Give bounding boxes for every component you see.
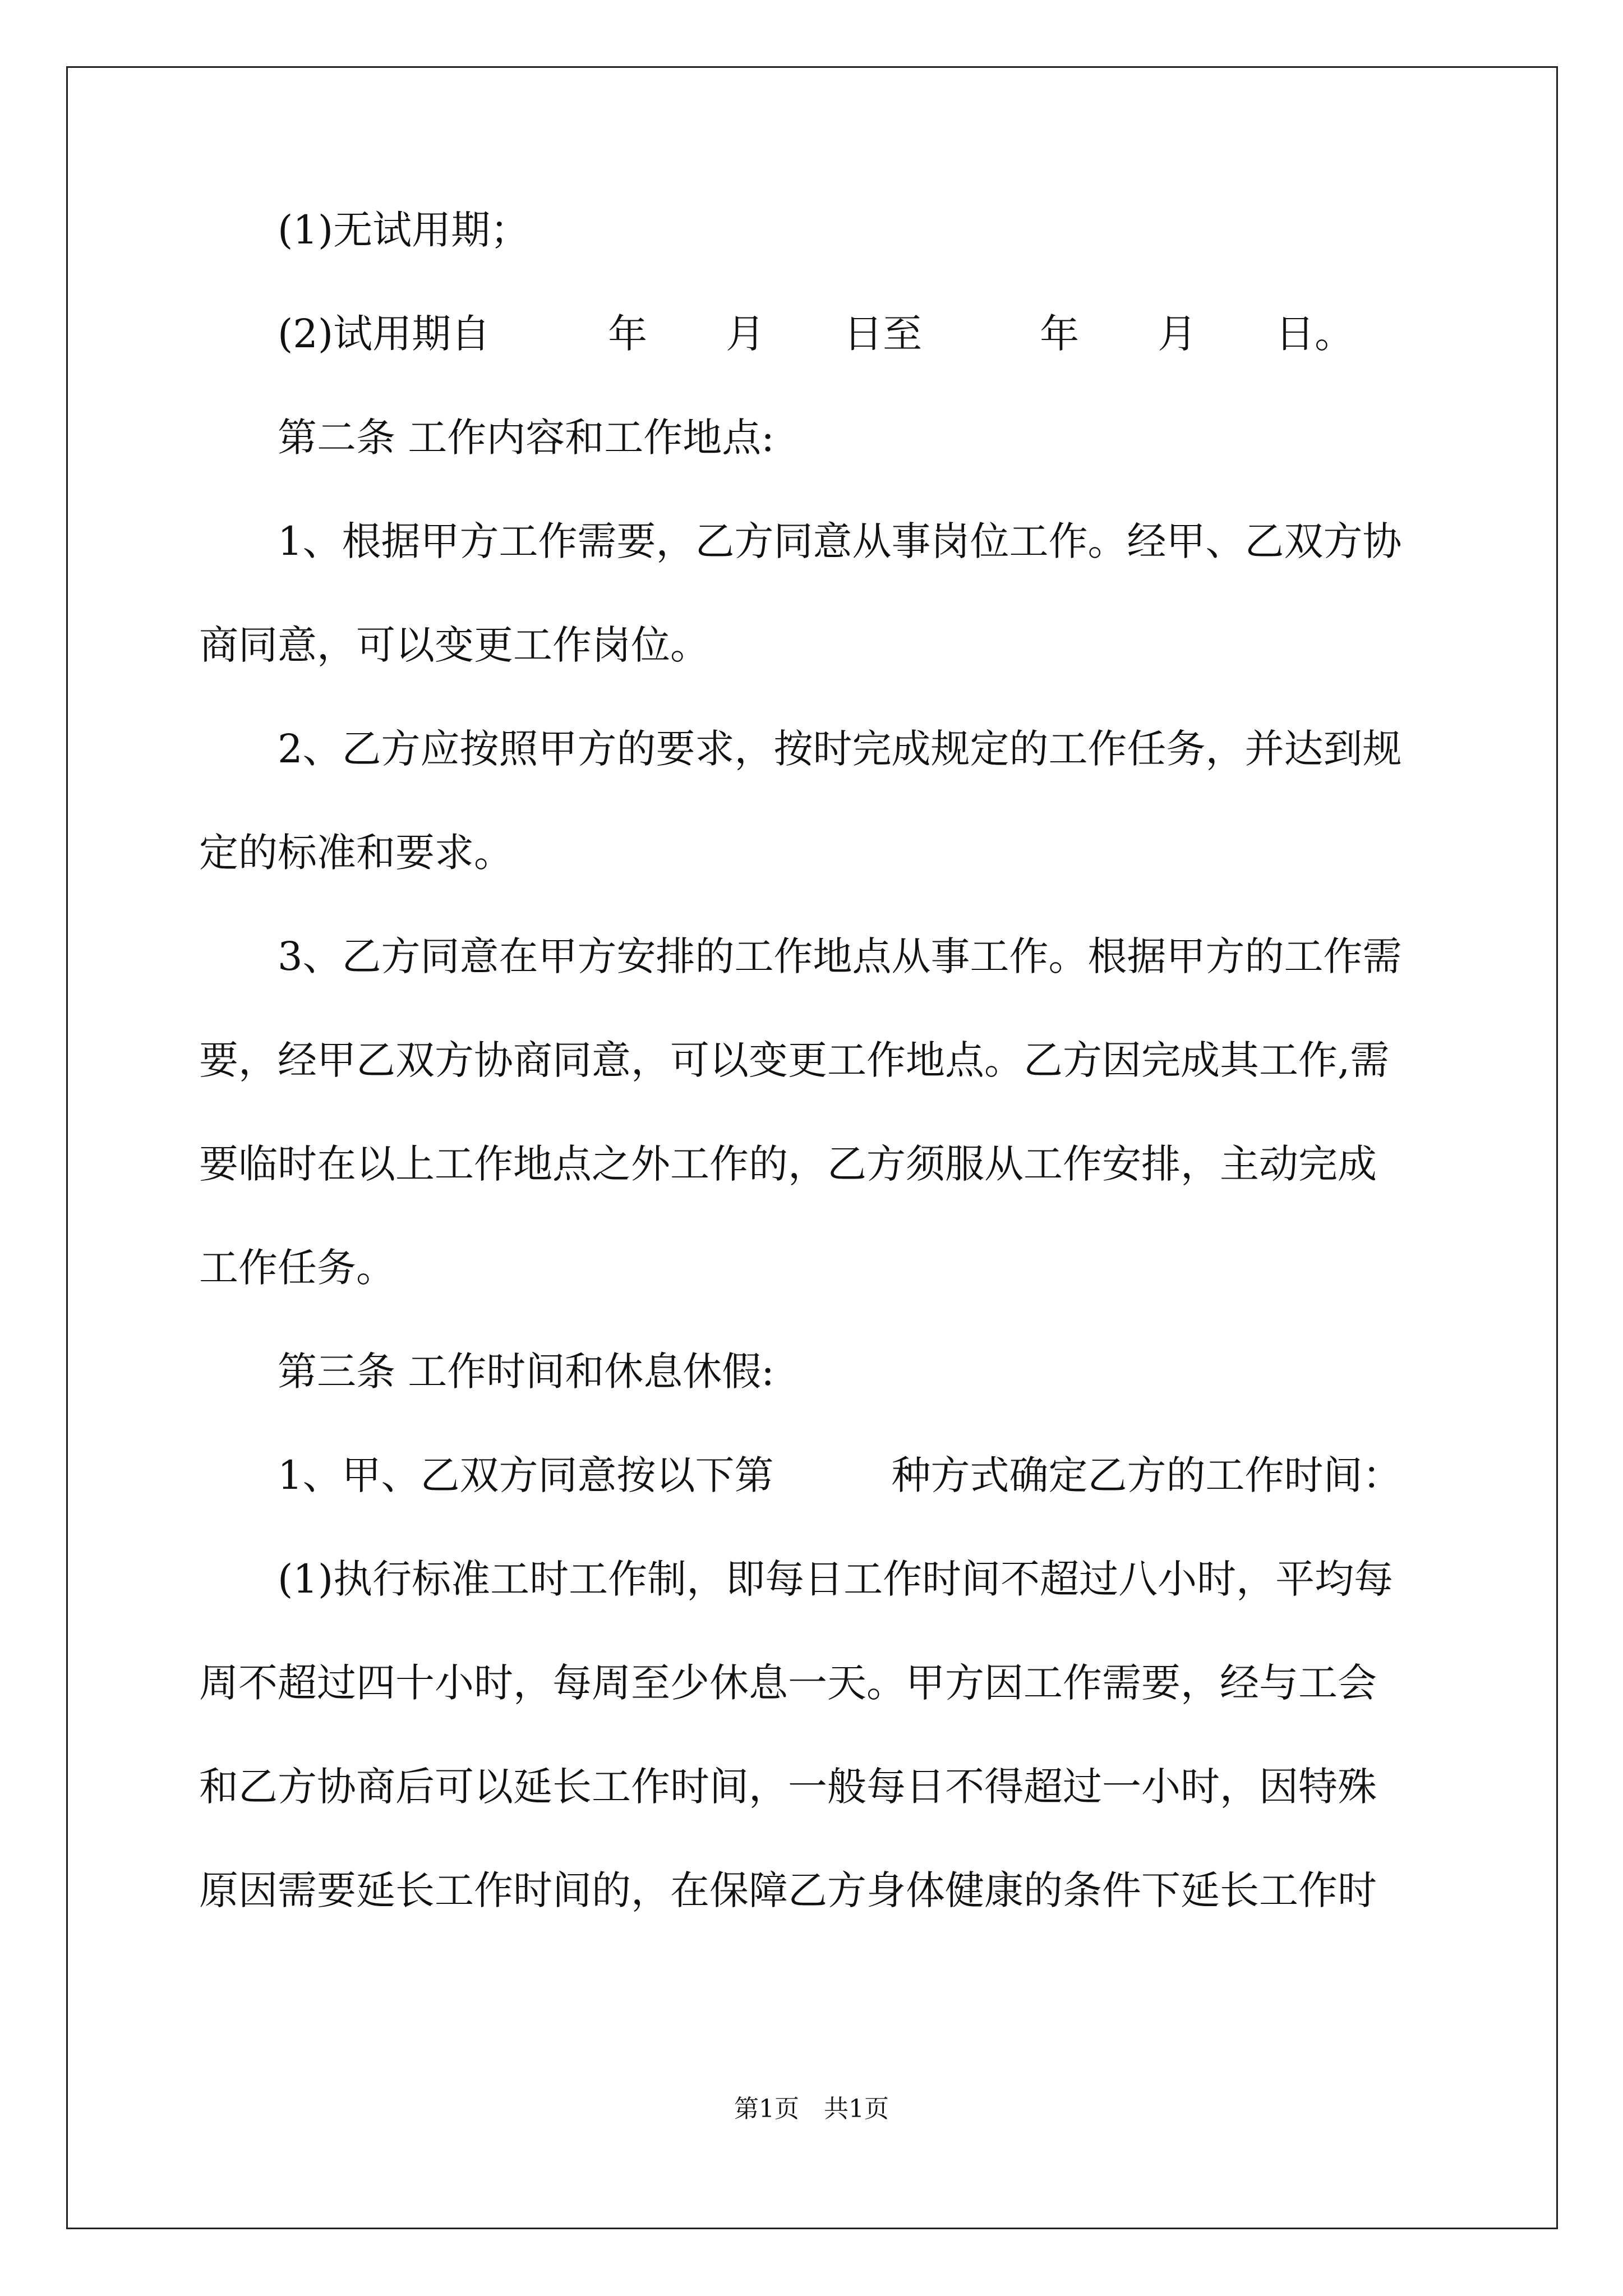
text-line: 周不超过四十小时，每周至少休息一天。甲方因工作需要，经与工会 xyxy=(199,1660,1377,1706)
text-line: (2)试用期自 年 月 日至 年 月 日。 xyxy=(199,311,1354,357)
text-line: 要，经甲乙双方协商同意，可以变更工作地点。乙方因完成其工作,需 xyxy=(199,1037,1390,1083)
section-heading: 第三条 工作时间和休息休假: xyxy=(199,1349,774,1395)
text-line: 定的标准和要求。 xyxy=(199,830,513,876)
text-line: 2、乙方应按照甲方的要求，按时完成规定的工作任务，并达到规 xyxy=(199,726,1402,772)
text-line: 1、根据甲方工作需要，乙方同意从事岗位工作。经甲、乙双方协 xyxy=(199,518,1402,564)
section-heading: 第二条 工作内容和工作地点: xyxy=(199,415,774,461)
text-line: (1)无试用期； xyxy=(199,207,530,253)
text-line: 要临时在以上工作地点之外工作的，乙方须服从工作安排，主动完成 xyxy=(199,1141,1377,1187)
text-line: 商同意，可以变更工作岗位。 xyxy=(199,622,709,668)
text-line: 工作任务。 xyxy=(199,1245,395,1291)
text-line: (1)执行标准工时工作制，即每日工作时间不超过八小时，平均每 xyxy=(199,1556,1394,1602)
text-line: 1、甲、乙双方同意按以下第 种方式确定乙方的工作时间： xyxy=(199,1452,1402,1498)
text-line: 和乙方协商后可以延长工作时间，一般每日不得超过一小时，因特殊 xyxy=(199,1764,1377,1810)
text-line: 原因需要延长工作时间的，在保障乙方身体健康的条件下延长工作时 xyxy=(199,1867,1377,1913)
page-footer: 第1页 共1页 xyxy=(734,2095,889,2123)
text-line: 3、乙方同意在甲方安排的工作地点从事工作。根据甲方的工作需 xyxy=(199,933,1402,979)
